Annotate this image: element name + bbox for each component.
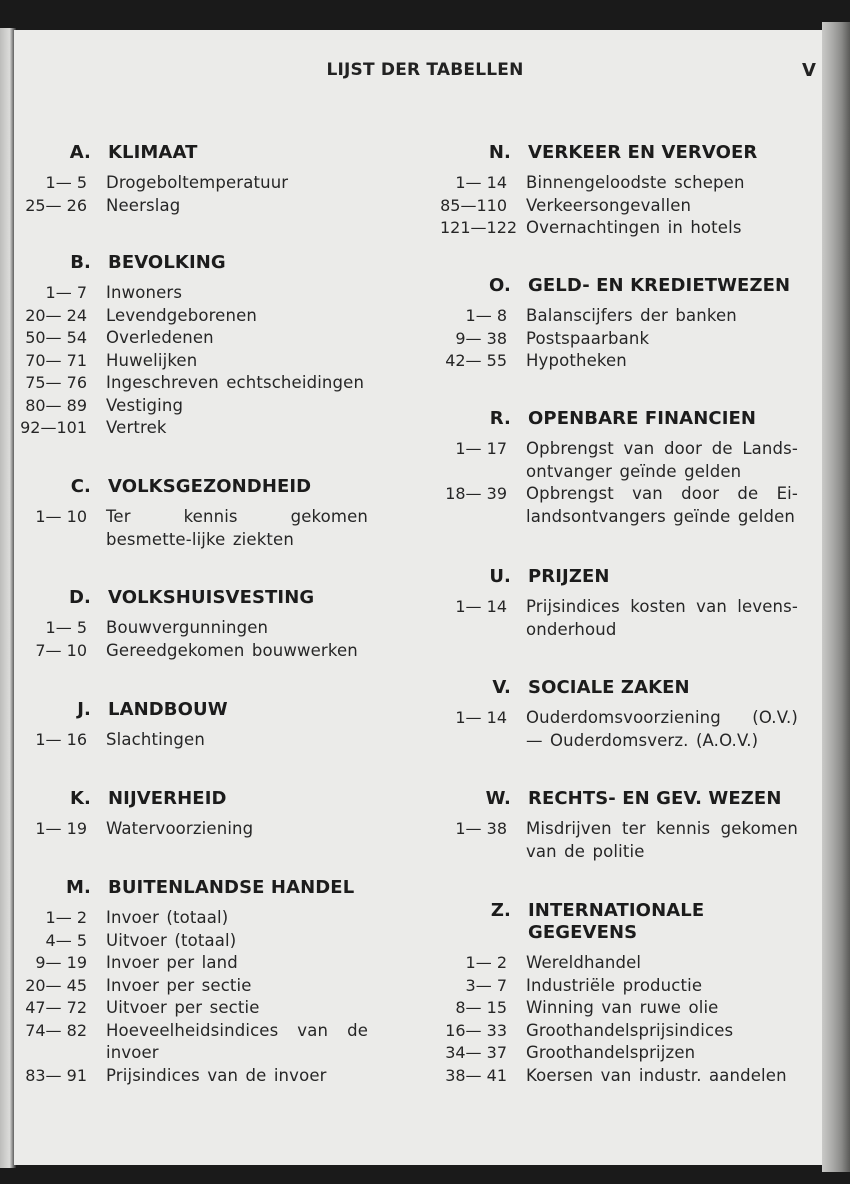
- table-range: 9— 19: [35, 953, 87, 972]
- section-letter: C.: [70, 476, 91, 497]
- section-v-sociale-zaken: [440, 677, 840, 752]
- list-item: [440, 350, 840, 373]
- table-range: 25— 26: [25, 195, 87, 215]
- section-letter: N.: [488, 142, 511, 163]
- table-title: Opbrengst van door de Lands-ontvanger geïnde gelden: [526, 439, 798, 481]
- section-c-volksgezondheid: [20, 476, 420, 551]
- section-heading: [20, 587, 420, 609]
- table-title: Neerslag: [106, 195, 181, 215]
- entry-list: [20, 818, 420, 841]
- table-title: Koersen van industr. aandelen: [526, 1065, 787, 1085]
- list-item: [440, 707, 840, 752]
- section-o-geld-en-kredietwezen: [440, 275, 840, 373]
- table-range: 1— 17: [455, 439, 507, 458]
- table-range: 50— 54: [25, 328, 87, 347]
- section-title: KLIMAAT: [108, 142, 198, 163]
- table-range: 1— 2: [465, 953, 507, 972]
- table-range: 1— 5: [45, 173, 87, 192]
- section-heading: [440, 142, 840, 164]
- table-range: 1— 14: [455, 597, 507, 616]
- table-title: Vestiging: [106, 395, 184, 415]
- list-item: [20, 907, 420, 930]
- table-title: Groothandelsprijsindices: [526, 1020, 734, 1040]
- table-range: 3— 7: [465, 975, 507, 995]
- entry-list: [440, 305, 840, 373]
- table-range: 70— 71: [25, 350, 87, 370]
- table-range: 38— 41: [445, 1065, 507, 1085]
- table-range: 4— 5: [45, 930, 87, 950]
- table-title: Prijsindices kosten van levens-onderhoud: [526, 597, 798, 639]
- list-item: [440, 328, 840, 351]
- list-item: [440, 975, 840, 998]
- section-k-nijverheid: [20, 788, 420, 841]
- table-title: Invoer per land: [106, 953, 238, 972]
- section-title: VOLKSHUISVESTING: [108, 587, 315, 608]
- section-heading: [20, 476, 420, 498]
- table-range: 8— 15: [455, 998, 507, 1017]
- section-title: NIJVERHEID: [108, 788, 227, 809]
- list-item: [20, 1065, 420, 1088]
- list-item: [440, 952, 840, 975]
- list-item: [440, 195, 840, 218]
- list-item: [440, 305, 840, 328]
- list-item: [20, 975, 420, 998]
- list-item: [20, 195, 420, 218]
- section-w-rechts-en-gev-wezen: [440, 788, 840, 863]
- section-letter: O.: [489, 275, 511, 296]
- table-range: 20— 45: [25, 975, 87, 995]
- section-heading: [20, 877, 420, 899]
- table-title: Inwoners: [106, 283, 183, 302]
- section-d-volkshuisvesting: [20, 587, 420, 662]
- table-range: 1— 10: [35, 507, 87, 526]
- table-title: Postspaarbank: [526, 328, 650, 348]
- table-title: Invoer (totaal): [106, 908, 229, 927]
- section-letter: D.: [69, 587, 91, 608]
- entry-list: [440, 596, 840, 641]
- table-range: 1— 8: [465, 306, 507, 325]
- section-heading: [440, 408, 840, 430]
- section-heading: [20, 788, 420, 810]
- table-range: 85—110: [440, 195, 507, 215]
- table-title: Hoeveelheidsindices van de invoer: [106, 1020, 368, 1062]
- section-r-openbare-financien: [440, 408, 840, 528]
- section-title: VOLKSGEZONDHEID: [108, 476, 312, 497]
- section-letter: K.: [70, 788, 91, 809]
- entry-list: [20, 172, 420, 217]
- table-range: 80— 89: [25, 395, 87, 415]
- section-heading: [440, 275, 840, 297]
- section-letter: Z.: [490, 900, 511, 921]
- list-item: [20, 350, 420, 373]
- table-title: Bouwvergunningen: [106, 618, 269, 637]
- table-range: 1— 2: [45, 908, 87, 927]
- table-title: Overledenen: [106, 328, 214, 347]
- section-title: LANDBOUW: [108, 699, 228, 720]
- entry-list: [20, 907, 420, 1087]
- table-title: Winning van ruwe olie: [526, 998, 719, 1017]
- table-title: Gereedgekomen bouwwerken: [106, 640, 358, 660]
- section-m-buitenlandse-handel: [20, 877, 420, 1087]
- table-range: 1— 16: [35, 730, 87, 749]
- list-item: [20, 327, 420, 350]
- table-range: 1— 19: [35, 819, 87, 838]
- entry-list: [20, 282, 420, 440]
- list-item: [20, 395, 420, 418]
- list-item: [20, 506, 420, 551]
- list-item: [20, 997, 420, 1020]
- table-range: 9— 38: [455, 328, 507, 348]
- section-title: PRIJZEN: [528, 566, 610, 587]
- section-letter: V.: [492, 677, 511, 698]
- list-item: [20, 417, 420, 440]
- list-item: [440, 1020, 840, 1043]
- section-j-landbouw: [20, 699, 420, 752]
- section-letter: J.: [77, 699, 91, 720]
- entry-list: [440, 952, 840, 1087]
- list-item: [20, 729, 420, 752]
- table-title: Uitvoer (totaal): [106, 930, 237, 950]
- table-title: Wereldhandel: [526, 953, 642, 972]
- section-heading: [20, 142, 420, 164]
- entry-list: [20, 617, 420, 662]
- section-title: SOCIALE ZAKEN: [528, 677, 690, 698]
- table-title: Hypotheken: [526, 351, 627, 370]
- table-range: 20— 24: [25, 305, 87, 325]
- table-title: Misdrijven ter kennis gekomen van de politie: [526, 819, 798, 861]
- list-item: [20, 1020, 420, 1065]
- list-item: [20, 640, 420, 663]
- list-item: [440, 217, 840, 240]
- table-title: Levendgeborenen: [106, 305, 257, 325]
- section-letter: M.: [66, 877, 91, 898]
- entry-list: [20, 729, 420, 752]
- entry-list: [440, 707, 840, 752]
- section-letter: A.: [69, 142, 91, 163]
- section-letter: W.: [485, 788, 511, 809]
- list-item: [20, 282, 420, 305]
- section-heading: [440, 788, 840, 810]
- table-range: 1— 5: [45, 618, 87, 637]
- section-letter: R.: [489, 408, 511, 429]
- list-item: [440, 1042, 840, 1065]
- page-number: V: [802, 60, 816, 81]
- list-item: [20, 305, 420, 328]
- table-range: 1— 14: [455, 708, 507, 727]
- table-range: 47— 72: [25, 998, 87, 1017]
- section-title: RECHTS- EN GEV. WEZEN: [528, 788, 782, 809]
- table-range: 121—122: [440, 218, 518, 237]
- list-item: [20, 818, 420, 841]
- section-title: BEVOLKING: [108, 252, 226, 273]
- table-title: Industriële productie: [526, 975, 703, 995]
- list-item: [440, 596, 840, 641]
- list-item: [20, 617, 420, 640]
- page-title: LIJST DER TABELLEN: [326, 60, 524, 80]
- table-title: Huwelijken: [106, 350, 198, 370]
- table-range: 18— 39: [445, 484, 507, 503]
- section-title: VERKEER EN VERVOER: [528, 142, 758, 163]
- table-title: Slachtingen: [106, 730, 205, 749]
- section-title: INTERNATIONALE GEGEVENS: [528, 900, 705, 943]
- table-range: 92—101: [20, 418, 87, 437]
- table-title: Overnachtingen in hotels: [526, 218, 742, 237]
- list-item: [20, 372, 420, 395]
- list-item: [440, 1065, 840, 1088]
- section-n-verkeer-en-vervoer: [440, 142, 840, 240]
- table-title: Ingeschreven echtscheidingen: [106, 373, 365, 392]
- list-item: [440, 997, 840, 1020]
- table-range: 1— 14: [455, 173, 507, 192]
- list-item: [20, 952, 420, 975]
- list-item: [440, 438, 840, 483]
- section-title: OPENBARE FINANCIEN: [528, 408, 757, 429]
- table-title: Vertrek: [106, 418, 167, 437]
- section-z-internationale-gegevens: [440, 900, 840, 1087]
- entry-list: [440, 818, 840, 863]
- section-u-prijzen: [440, 566, 840, 641]
- table-title: Balanscijfers der banken: [526, 306, 737, 325]
- list-item: [20, 930, 420, 953]
- entry-list: [440, 172, 840, 240]
- section-heading: [440, 900, 840, 944]
- section-title: BUITENLANDSE HANDEL: [108, 877, 355, 898]
- entry-list: [20, 506, 420, 551]
- section-heading: [440, 566, 840, 588]
- section-a-klimaat: [20, 142, 420, 217]
- table-range: 83— 91: [25, 1065, 87, 1085]
- section-letter: U.: [489, 566, 511, 587]
- table-title: Watervoorziening: [106, 819, 254, 838]
- table-title: Ouderdomsvoorziening (O.V.) — Ouderdomsverz. (A.O.V.): [526, 708, 798, 750]
- table-range: 74— 82: [25, 1020, 87, 1040]
- table-title: Uitvoer per sectie: [106, 998, 260, 1017]
- list-item: [440, 818, 840, 863]
- table-title: Verkeersongevallen: [526, 195, 692, 215]
- section-heading: [440, 677, 840, 699]
- table-title: Drogeboltemperatuur: [106, 173, 289, 192]
- section-b-bevolking: [20, 252, 420, 440]
- table-title: Binnengeloodste schepen: [526, 173, 745, 192]
- table-range: 7— 10: [35, 640, 87, 660]
- table-range: 42— 55: [445, 351, 507, 370]
- entry-list: [440, 438, 840, 528]
- list-item: [20, 172, 420, 195]
- table-range: 1— 38: [455, 819, 507, 838]
- table-range: 16— 33: [445, 1020, 507, 1040]
- list-item: [440, 483, 840, 528]
- table-title: Opbrengst van door de Ei-landsontvangers geïnde gelden: [526, 484, 798, 526]
- section-title: GELD- EN KREDIETWEZEN: [528, 275, 791, 296]
- section-heading: [20, 252, 420, 274]
- list-item: [440, 172, 840, 195]
- table-title: Groothandelsprijzen: [526, 1043, 696, 1062]
- section-letter: B.: [70, 252, 91, 273]
- table-range: 1— 7: [45, 283, 87, 302]
- table-title: Prijsindices van de invoer: [106, 1065, 327, 1085]
- table-range: 34— 37: [445, 1043, 507, 1062]
- table-range: 75— 76: [25, 373, 87, 392]
- table-title: Invoer per sectie: [106, 975, 252, 995]
- table-title: Ter kennis gekomen besmette-lijke ziekten: [106, 507, 368, 549]
- section-heading: [20, 699, 420, 721]
